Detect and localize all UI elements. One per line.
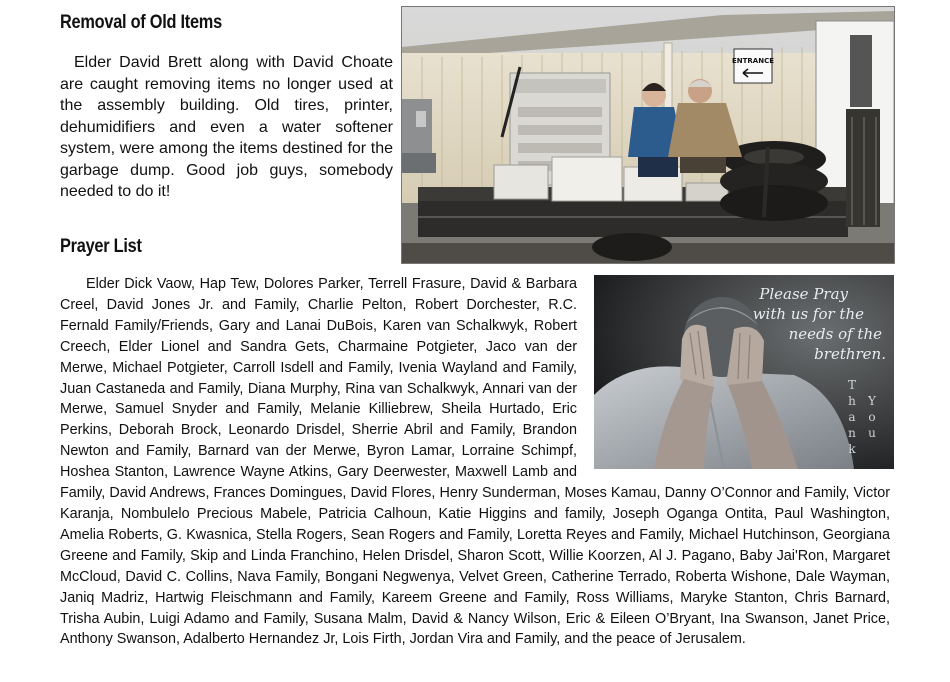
you-letter-3: u bbox=[868, 426, 876, 440]
thank-letter-1: T bbox=[847, 378, 857, 392]
section-heading-prayer: Prayer List bbox=[60, 236, 142, 257]
script-line-3: needs of the bbox=[788, 325, 882, 343]
thank-letter-2: h bbox=[848, 394, 856, 408]
you-letter-2: o bbox=[868, 410, 876, 424]
section-heading-removal: Removal of Old Items bbox=[60, 12, 222, 33]
you-letter-1: Y bbox=[868, 394, 876, 408]
prayer-photo bbox=[594, 275, 894, 469]
trailer-photo bbox=[401, 6, 895, 264]
prayer-list-paragraph: Elder Dick Vaow, Hap Tew, Dolores Parker, Terrell Frasure, David & Barbara Creel, David Jones Jr. and Family, Charlie Pelton, Robert Dorchester, R.C. Fernald Family/Friends, Gary and Lanai DuBois, Karen van Schalkwyk, Robert Creech, Elder Lionel and Sandra Gets, Charmaine Potgieter, Jaco van der Merwe, Michael Potgieter, Carroll Isdell and Family, Ivenia Wayland and Family, Juan Castaneda and Family, Diana Murphy, Rina van Schalkwyk, Annari van der Merwe, Samuel Snyder and Family, Melanie Killiebrew, Sheila Hurtado, Eric Perkins, Deborah Brock, Leonardo Drisdel, Sherrie Abril and Family, Brandon Newton and Family, Barnard van der Merwe, Byron Lamar, Lorraine Schimpf, Hoshea Stanton, Lawrence Wayne Atkins, Gary Deerwester, Maxwell Lamb and Family, David Andrews, Frances Domingues, David Flores, Henry Sunderman, Moses Kamau, Danny O’Connor and Family, Victor Karanja, Nombulelo Precious Mabele, Patricia Calhoun, Katie Higgins and family, Joseph Oganga Ontita, Paul Washington, Amelia Roberts, G. Kwasnica, Stella Rogers, Sean Rogers and Family, Loretta Reyes and Family, Michael Hutchinson, Georgiana Greene and Family, Skip and Linda Franchino, Helen Drisdel, Sharon Scott, Willie Koorzen, Al J. Pagano, Baby Jai'Ron, Margaret McCloud, David C. Collins, Nava Family, Bongani Negwenya, Velvet Green, Catherine Terrado, Roberta Wishone, Dale Wayman, Janiq Madriz, Hartwig Fleischmann and Family, Kareem Greene and Family, Ross Williams, Maryke Stanton, Chris Barnard, Trisha Aubin, Luigi Adamo and Family, Susana Malm, David & Nancy Wilson, Eric & Eileen O’Bryant, Ina Swanson, Janet Price, Anthony Swanson, Adalberto Hernandez Jr, Lois Firth, Jordan Vira and Family, and the peace of Jerusalem. bbox=[60, 276, 890, 648]
thank-letter-4: n bbox=[848, 426, 856, 440]
removal-paragraph: Elder David Brett along with David Choate are caught removing items no longer used at the assembly building. Old tires, printer, dehumidifiers and even a water softener system, were among the items destined for the garbage dump. Good job guys, somebody needed to do it! bbox=[60, 54, 393, 200]
script-line-2: with us for the bbox=[752, 305, 864, 323]
script-line-1: Please Pray bbox=[759, 285, 848, 303]
script-line-4: brethren. bbox=[814, 345, 886, 363]
entrance-sign-text: ENTRANCE bbox=[732, 57, 774, 65]
thank-letter-5: k bbox=[848, 442, 856, 456]
thank-letter-3: a bbox=[848, 410, 856, 424]
